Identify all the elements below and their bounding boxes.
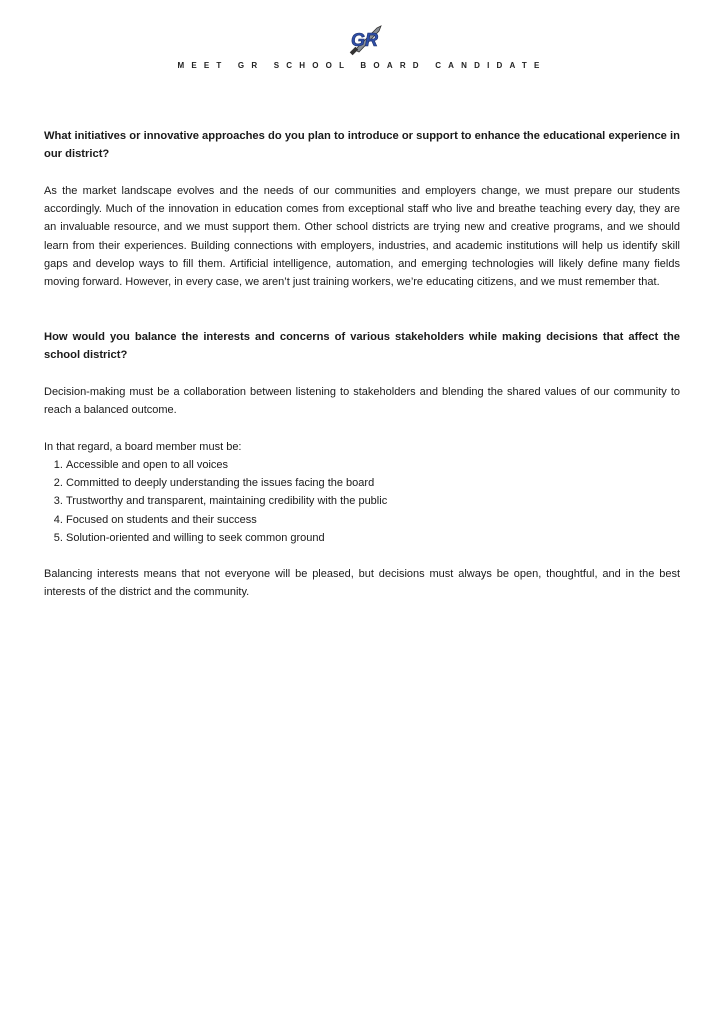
list-intro: In that regard, a board member must be:	[44, 441, 242, 453]
list-item: 3. Trustworthy and transparent, maintaining credibility with the public	[66, 492, 680, 510]
answer-1: As the market landscape evolves and the needs of our communities and employers change, we must prepare our students accordingly. Much of the innovation in education comes from exceptional staff who live and breathe teaching every day, they are an invaluable resource, and we must support them. Other school districts are trying new and creative programs, and we should learn from their experiences. Building connections with employers, industries, and academic institutions will help us identify skill gaps and develop ways to fill them. Artificial intelligence, automation, and emerging technologies will likely define many fields moving forward. However, in every case, we aren’t just training workers, we’re educating citizens, and we must remember that.	[44, 185, 680, 289]
question-2: How would you balance the interests and concerns of various stakeholders while making decisions that affect the school district?	[44, 331, 680, 362]
answer-2: Decision-making must be a collaboration between listening to stakeholders and blending the shared values of our community to reach a balanced outcome.	[44, 386, 680, 417]
closing-paragraph: Balancing interests means that not everyone will be pleased, but decisions must always be open, thoughtful, and in the best interests of the district and the community.	[44, 568, 680, 599]
list-item: 2. Committed to deeply understanding the issues facing the board	[66, 474, 680, 492]
header-title: MEET GR SCHOOL BOARD CANDIDATE	[177, 61, 547, 70]
list-item: 5. Solution-oriented and willing to seek common ground	[66, 529, 680, 547]
list-item: 4. Focused on students and their success	[66, 511, 680, 529]
svg-text:GR: GR	[351, 30, 378, 50]
list-item: 1. Accessible and open to all voices	[66, 456, 680, 474]
qualities-list	[44, 456, 680, 547]
gr-pirate-logo	[341, 22, 385, 58]
question-1: What initiatives or innovative approaches do you plan to introduce or support to enhance the educational experience in our district?	[44, 130, 680, 161]
